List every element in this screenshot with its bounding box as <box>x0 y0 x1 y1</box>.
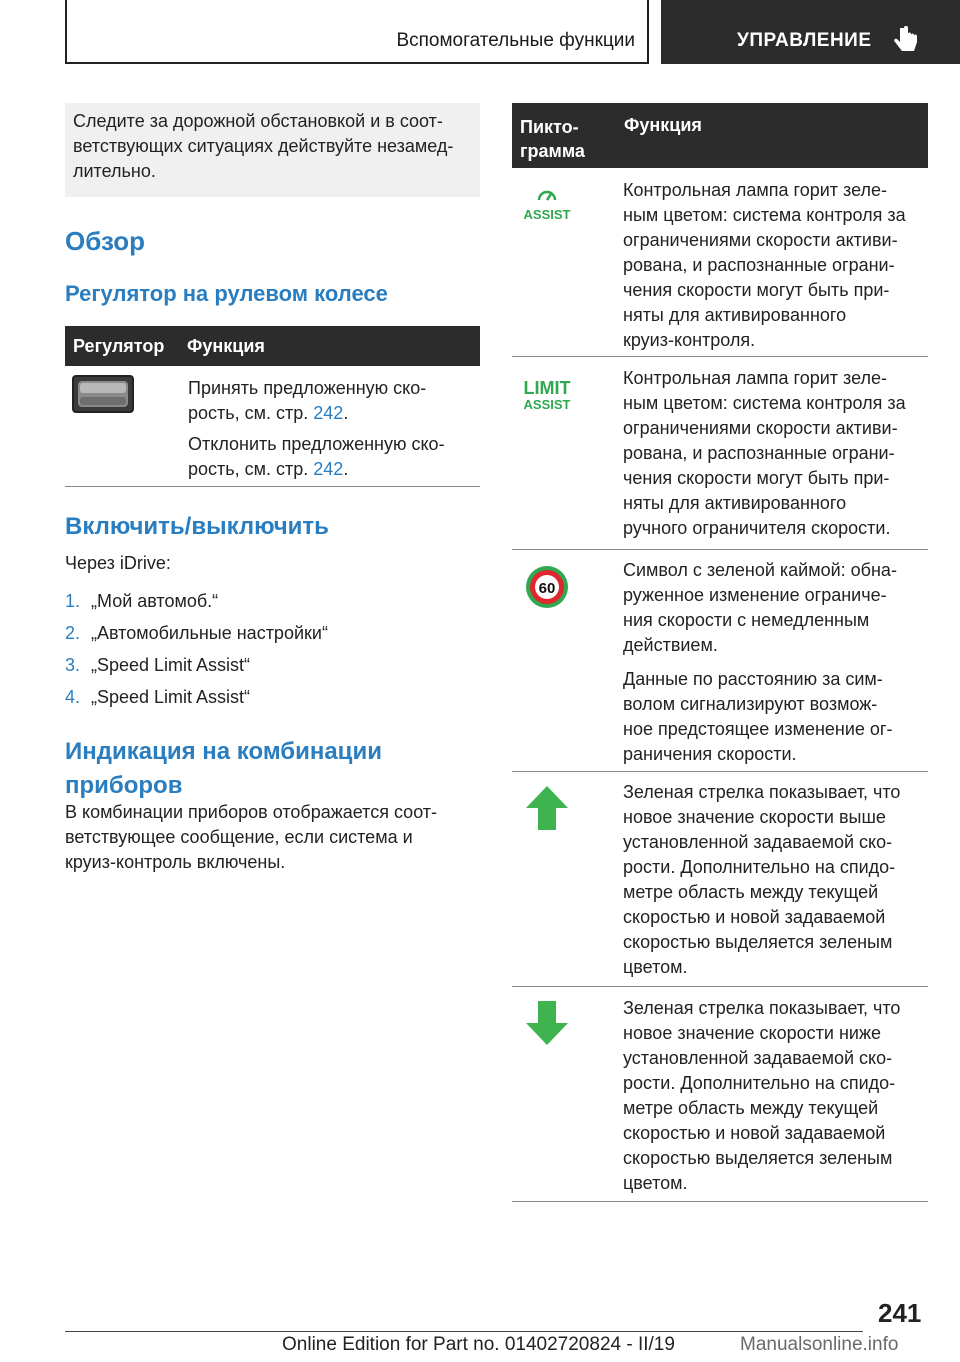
header-section-title: Вспомогательные функции <box>396 30 635 51</box>
svg-text:LIMIT: LIMIT <box>523 378 571 398</box>
list-item: 4. „Speed Limit Assist“ <box>65 687 251 707</box>
hand-pointer-icon <box>893 26 919 54</box>
green-arrow-up-icon <box>524 784 570 832</box>
overview-heading: Обзор <box>65 226 145 256</box>
svg-text:60: 60 <box>538 580 556 597</box>
list-item: 2. „Автомобильные настройки“ <box>65 623 328 643</box>
controls-row-accept: Принять предложенную ско- рость, см. стр. 242. <box>188 378 427 423</box>
pictogram-row-limit-assist: Контрольная лампа горит зеле- ным цветом: система контроля за ограничениями скорости активи- рована, и распознанные ограни- чения скорости могут быть при- няты для активированного ручного ограничителя скорости. <box>623 368 906 538</box>
controls-row-decline: Отклонить предложенную ско- рость, см. стр. 242. <box>188 434 445 479</box>
pictogram-row-arrow-up: Зеленая стрелка показывает, что новое значение скорости выше установленной задаваемой ско- рости. Дополнительно на спидо- метре область между текущей скоростью и новой задаваемой скоростью выделяется зеленым цветом. <box>623 782 901 977</box>
list-item: 3. „Speed Limit Assist“ <box>65 655 251 675</box>
footer-rule <box>65 1331 863 1332</box>
svg-text:ASSIST: ASSIST <box>523 207 571 222</box>
divider <box>512 356 928 357</box>
page-link-242[interactable]: 242 <box>313 459 344 479</box>
divider <box>512 549 928 550</box>
watermark: Manualsonline.info <box>740 1334 899 1355</box>
cluster-heading: Индикация на комбинации приборов <box>65 738 382 799</box>
pictogram-row-arrow-down: Зеленая стрелка показывает, что новое значение скорости ниже установленной задаваемой ско- рости. Дополнительно на спидо- метре область между текущей скоростью и новой задаваемой скоростью выделяется зеленым цветом. <box>623 998 901 1193</box>
speed-sign-60-icon <box>524 564 570 610</box>
green-arrow-down-icon <box>524 999 570 1047</box>
divider <box>65 486 480 487</box>
caution-note: Следите за дорожной обстановкой и в соот- ветствующих ситуациях действуйте незамед- лительно. <box>65 103 480 197</box>
page-link-242[interactable]: 242 <box>313 403 344 423</box>
controls-table-header: Регулятор Функция <box>65 326 480 366</box>
rocker-switch-icon <box>72 375 134 413</box>
pictogram-table-header: Пикто- грамма Функция <box>512 103 928 168</box>
assist-icon <box>522 188 572 222</box>
header-section-tab <box>65 0 649 64</box>
header-chapter-title: УПРАВЛЕНИЕ <box>737 30 872 51</box>
divider <box>512 986 928 987</box>
pictogram-row-assist: Контрольная лампа горит зеле- ным цветом: система контроля за ограничениями скорости активи- рована, и распознанные ограни- чения скорости могут быть при- няты для активированного круиз-контроля. <box>623 180 906 350</box>
divider <box>512 771 928 772</box>
svg-text:ASSIST: ASSIST <box>523 397 571 412</box>
cluster-paragraph: В комбинации приборов отображается соот- ветствующее сообщение, если система и круиз-контроль включены. <box>65 802 438 872</box>
pictogram-row-speed-sign: Символ с зеленой каймой: обна- руженное изменение ограниче- ния скорости с немедленным действием. Данные по расстоянию за сим- волом сигнализируют возмож- ное предстоящее изменение ог- раничения скорости. <box>623 560 897 764</box>
page-number: 241 <box>878 1298 922 1328</box>
limit-assist-icon <box>520 376 574 412</box>
onoff-intro: Через iDrive: <box>65 553 171 573</box>
footer-edition: Online Edition for Part no. 01402720824 - II/19 <box>282 1334 675 1355</box>
list-item: 1. „Мой автомоб.“ <box>65 591 219 611</box>
onoff-heading: Включить/выключить <box>65 513 329 540</box>
steering-controls-heading: Регулятор на рулевом колесе <box>65 281 388 306</box>
divider <box>512 1201 928 1202</box>
